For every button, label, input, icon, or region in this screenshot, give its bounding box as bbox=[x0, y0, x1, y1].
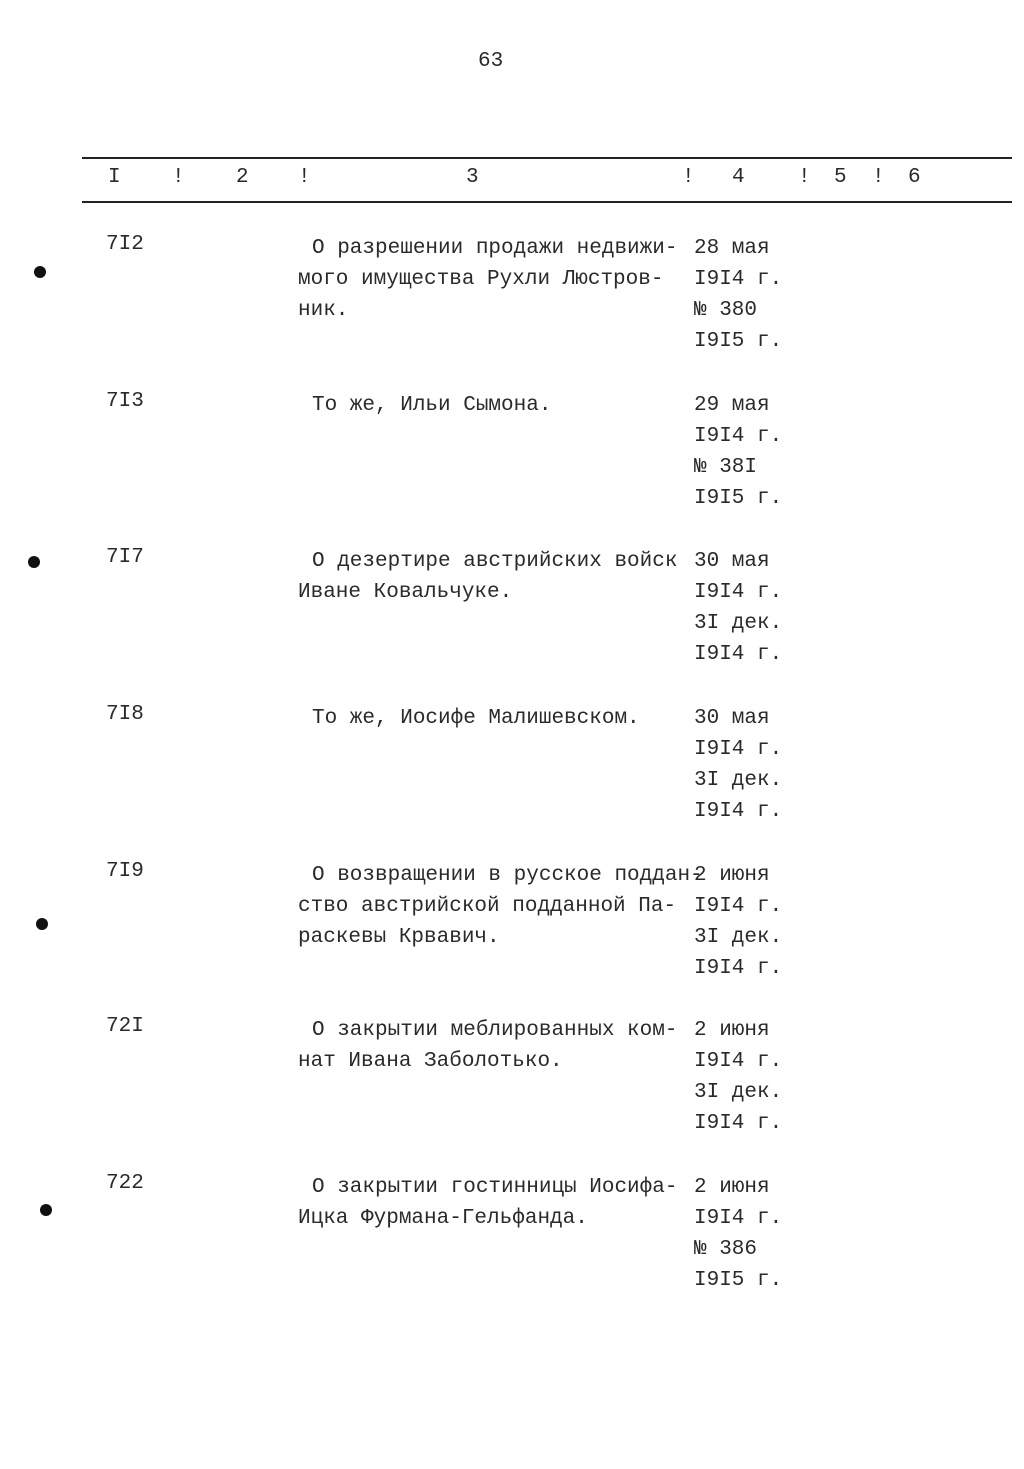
date-line: I9I4 г. bbox=[694, 1050, 783, 1073]
punch-hole-mark bbox=[40, 1204, 52, 1216]
case-description bbox=[298, 1015, 677, 1077]
date-line: 3I дек. bbox=[694, 769, 783, 792]
table-row bbox=[0, 233, 1024, 363]
case-dates bbox=[694, 703, 782, 827]
date-line: I9I4 г. bbox=[694, 425, 783, 448]
header-top-rule bbox=[82, 157, 1012, 159]
description-line: нат Ивана Заболотько. bbox=[298, 1050, 563, 1073]
header-col-6: 6 bbox=[908, 166, 921, 189]
description-line: ство австрийской подданной Па- bbox=[298, 895, 677, 918]
header-separator: ! bbox=[682, 166, 695, 189]
description-line: раскевы Крвавич. bbox=[298, 926, 500, 949]
header-col-5: 5 bbox=[834, 166, 847, 189]
header-separator: ! bbox=[872, 166, 885, 189]
page-number: 63 bbox=[478, 50, 504, 73]
table-row bbox=[0, 860, 1024, 990]
case-dates bbox=[694, 546, 782, 670]
description-line: ник. bbox=[298, 299, 349, 322]
date-line: 3I дек. bbox=[694, 612, 783, 635]
date-line: I9I5 г. bbox=[694, 330, 783, 353]
case-dates bbox=[694, 860, 782, 984]
header-col-3: 3 bbox=[466, 166, 479, 189]
case-description bbox=[298, 703, 640, 734]
description-line: То же, Иосифе Малишевском. bbox=[312, 707, 640, 730]
date-line: 2 июня bbox=[694, 864, 770, 887]
case-number: 7I8 bbox=[106, 703, 144, 726]
case-description bbox=[298, 233, 677, 326]
date-line: 3I дек. bbox=[694, 926, 783, 949]
case-description bbox=[298, 1172, 677, 1234]
description-line: О возвращении в русское поддан- bbox=[312, 864, 703, 887]
description-line: Ицка Фурмана-Гельфанда. bbox=[298, 1207, 588, 1230]
description-line: мого имущества Рухли Люстров- bbox=[298, 268, 664, 291]
header-separator: ! bbox=[172, 166, 185, 189]
case-dates bbox=[694, 233, 782, 357]
punch-hole-mark bbox=[36, 918, 48, 930]
table-row bbox=[0, 390, 1024, 520]
table-row bbox=[0, 1172, 1024, 1302]
description-line: О разрешении продажи недвижи- bbox=[312, 237, 678, 260]
case-number: 7I3 bbox=[106, 390, 144, 413]
punch-hole-mark bbox=[28, 556, 40, 568]
date-line: 29 мая bbox=[694, 394, 770, 417]
header-col-4: 4 bbox=[732, 166, 745, 189]
date-line: I9I4 г. bbox=[694, 1112, 783, 1135]
date-line: I9I4 г. bbox=[694, 268, 783, 291]
date-line: I9I4 г. bbox=[694, 581, 783, 604]
description-line: О закрытии гостинницы Иосифа- bbox=[312, 1176, 678, 1199]
table-row bbox=[0, 546, 1024, 676]
table-row bbox=[0, 703, 1024, 833]
case-dates bbox=[694, 1015, 782, 1139]
date-line: I9I4 г. bbox=[694, 1207, 783, 1230]
date-line: I9I5 г. bbox=[694, 487, 783, 510]
description-line: О дезертире австрийских войск bbox=[312, 550, 678, 573]
date-line: I9I4 г. bbox=[694, 738, 783, 761]
case-number: 7I7 bbox=[106, 546, 144, 569]
header-col-2: 2 bbox=[236, 166, 249, 189]
date-line: № 38I bbox=[694, 456, 758, 479]
case-number: 72I bbox=[106, 1015, 144, 1038]
header-col-1: I bbox=[108, 166, 121, 189]
description-line: Иване Ковальчуке. bbox=[298, 581, 513, 604]
case-dates bbox=[694, 390, 782, 514]
description-line: О закрытии меблированных ком- bbox=[312, 1019, 678, 1042]
date-line: 2 июня bbox=[694, 1176, 770, 1199]
date-line: 30 мая bbox=[694, 707, 770, 730]
date-line: I9I4 г. bbox=[694, 957, 783, 980]
date-line: 3I дек. bbox=[694, 1081, 783, 1104]
punch-hole-mark bbox=[34, 266, 46, 278]
case-number: 7I9 bbox=[106, 860, 144, 883]
date-line: 30 мая bbox=[694, 550, 770, 573]
case-number: 7I2 bbox=[106, 233, 144, 256]
case-dates bbox=[694, 1172, 782, 1296]
header-separator: ! bbox=[298, 166, 311, 189]
date-line: 28 мая bbox=[694, 237, 770, 260]
date-line: 2 июня bbox=[694, 1019, 770, 1042]
header-separator: ! bbox=[798, 166, 811, 189]
case-description bbox=[298, 546, 677, 608]
date-line: I9I5 г. bbox=[694, 1269, 783, 1292]
table-row bbox=[0, 1015, 1024, 1145]
header-bottom-rule bbox=[82, 201, 1012, 203]
description-line: То же, Ильи Сымона. bbox=[312, 394, 552, 417]
case-number: 722 bbox=[106, 1172, 144, 1195]
case-description bbox=[298, 860, 703, 953]
date-line: № 380 bbox=[694, 299, 758, 322]
case-description bbox=[298, 390, 551, 421]
date-line: № 386 bbox=[694, 1238, 758, 1261]
date-line: I9I4 г. bbox=[694, 895, 783, 918]
date-line: I9I4 г. bbox=[694, 800, 783, 823]
date-line: I9I4 г. bbox=[694, 643, 783, 666]
